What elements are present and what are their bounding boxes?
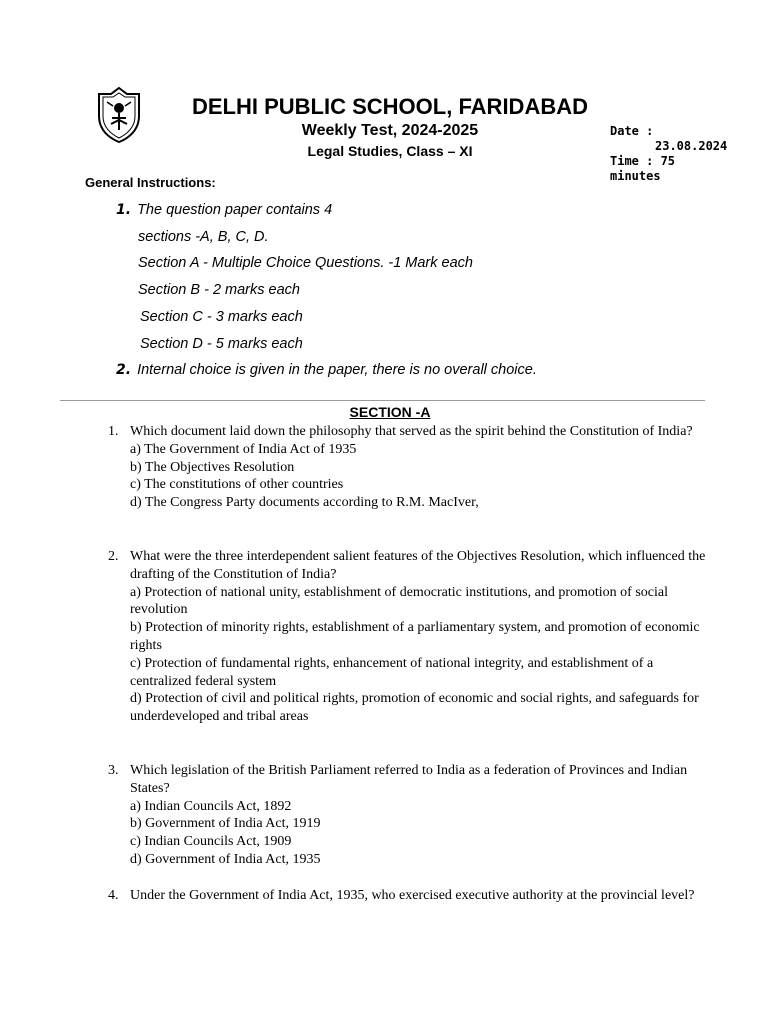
- instruction-line: sections -A, B, C, D.: [138, 229, 269, 245]
- date-label: Date :: [610, 124, 654, 138]
- option: a) Protection of national unity, establishment of democratic institutions, and promotion of social revolution: [130, 584, 668, 618]
- question-number: 3.: [108, 763, 119, 778]
- question-number: 4.: [108, 888, 119, 903]
- section-a-title: SECTION -A: [349, 404, 431, 420]
- time-label: Time : 75: [610, 154, 676, 168]
- question-item: [108, 548, 708, 726]
- option: b) The Objectives Resolution: [130, 459, 295, 475]
- subject-class: Legal Studies, Class – XI: [307, 143, 473, 159]
- instruction-line: Section A - Multiple Choice Questions. -1 Mark each: [138, 255, 473, 271]
- question-text: What were the three interdependent salient features of the Objectives Resolution, which influenced the drafting of the Constitution of India?: [130, 549, 706, 582]
- option: a) Indian Councils Act, 1892: [130, 798, 292, 814]
- school-name: DELHI PUBLIC SCHOOL, FARIDABAD: [192, 94, 588, 119]
- question-number: 2.: [108, 549, 119, 564]
- question-number: 1.: [108, 424, 119, 439]
- divider: [60, 400, 705, 401]
- instruction-line: Section C - 3 marks each: [140, 309, 303, 325]
- option: b) Government of India Act, 1919: [130, 816, 321, 832]
- instruction-text: Internal choice is given in the paper, there is no overall choice.: [137, 362, 537, 378]
- time-value: minutes: [610, 169, 661, 183]
- question-item: [108, 762, 708, 869]
- instruction-line: Section D - 5 marks each: [140, 336, 303, 352]
- option: d) Government of India Act, 1935: [130, 851, 321, 867]
- option: b) Protection of minority rights, establishment of a parliamentary system, and promotion of economic rights: [130, 620, 700, 653]
- question-item: [108, 423, 708, 512]
- option: d) Protection of civil and political rights, promotion of economic and social rights, and safeguards for underdeveloped and tribal areas: [130, 691, 699, 725]
- test-meta: [610, 124, 750, 184]
- instruction-line: Section B - 2 marks each: [138, 282, 300, 298]
- option: c) The constitutions of other countries: [130, 477, 344, 493]
- question-text: Which document laid down the philosophy that served as the spirit behind the Constitution of India?: [130, 424, 693, 439]
- test-title: Weekly Test, 2024-2025: [301, 122, 479, 139]
- date-value: 23.08.2024: [655, 139, 728, 153]
- instruction-2: [116, 362, 537, 378]
- option: a) The Government of India Act of 1935: [130, 441, 357, 457]
- option: d) The Congress Party documents according to R.M. MacIver,: [130, 495, 479, 511]
- question-text: Under the Government of India Act, 1935, who exercised executive authority at the provincial level?: [130, 888, 695, 903]
- instruction-1: [116, 202, 332, 218]
- general-instructions-title: General Instructions:: [85, 175, 216, 190]
- question-text: Which legislation of the British Parliament referred to India as a federation of Provinces and Indian States?: [130, 763, 688, 796]
- question-item: [108, 887, 708, 905]
- option: c) Protection of fundamental rights, enhancement of national integrity, and establishment of a centralized federal system: [130, 655, 654, 689]
- instruction-number: 2.: [116, 362, 132, 378]
- instruction-text: The question paper contains 4: [137, 202, 333, 218]
- instruction-number: 1.: [116, 202, 132, 218]
- option: c) Indian Councils Act, 1909: [130, 834, 292, 850]
